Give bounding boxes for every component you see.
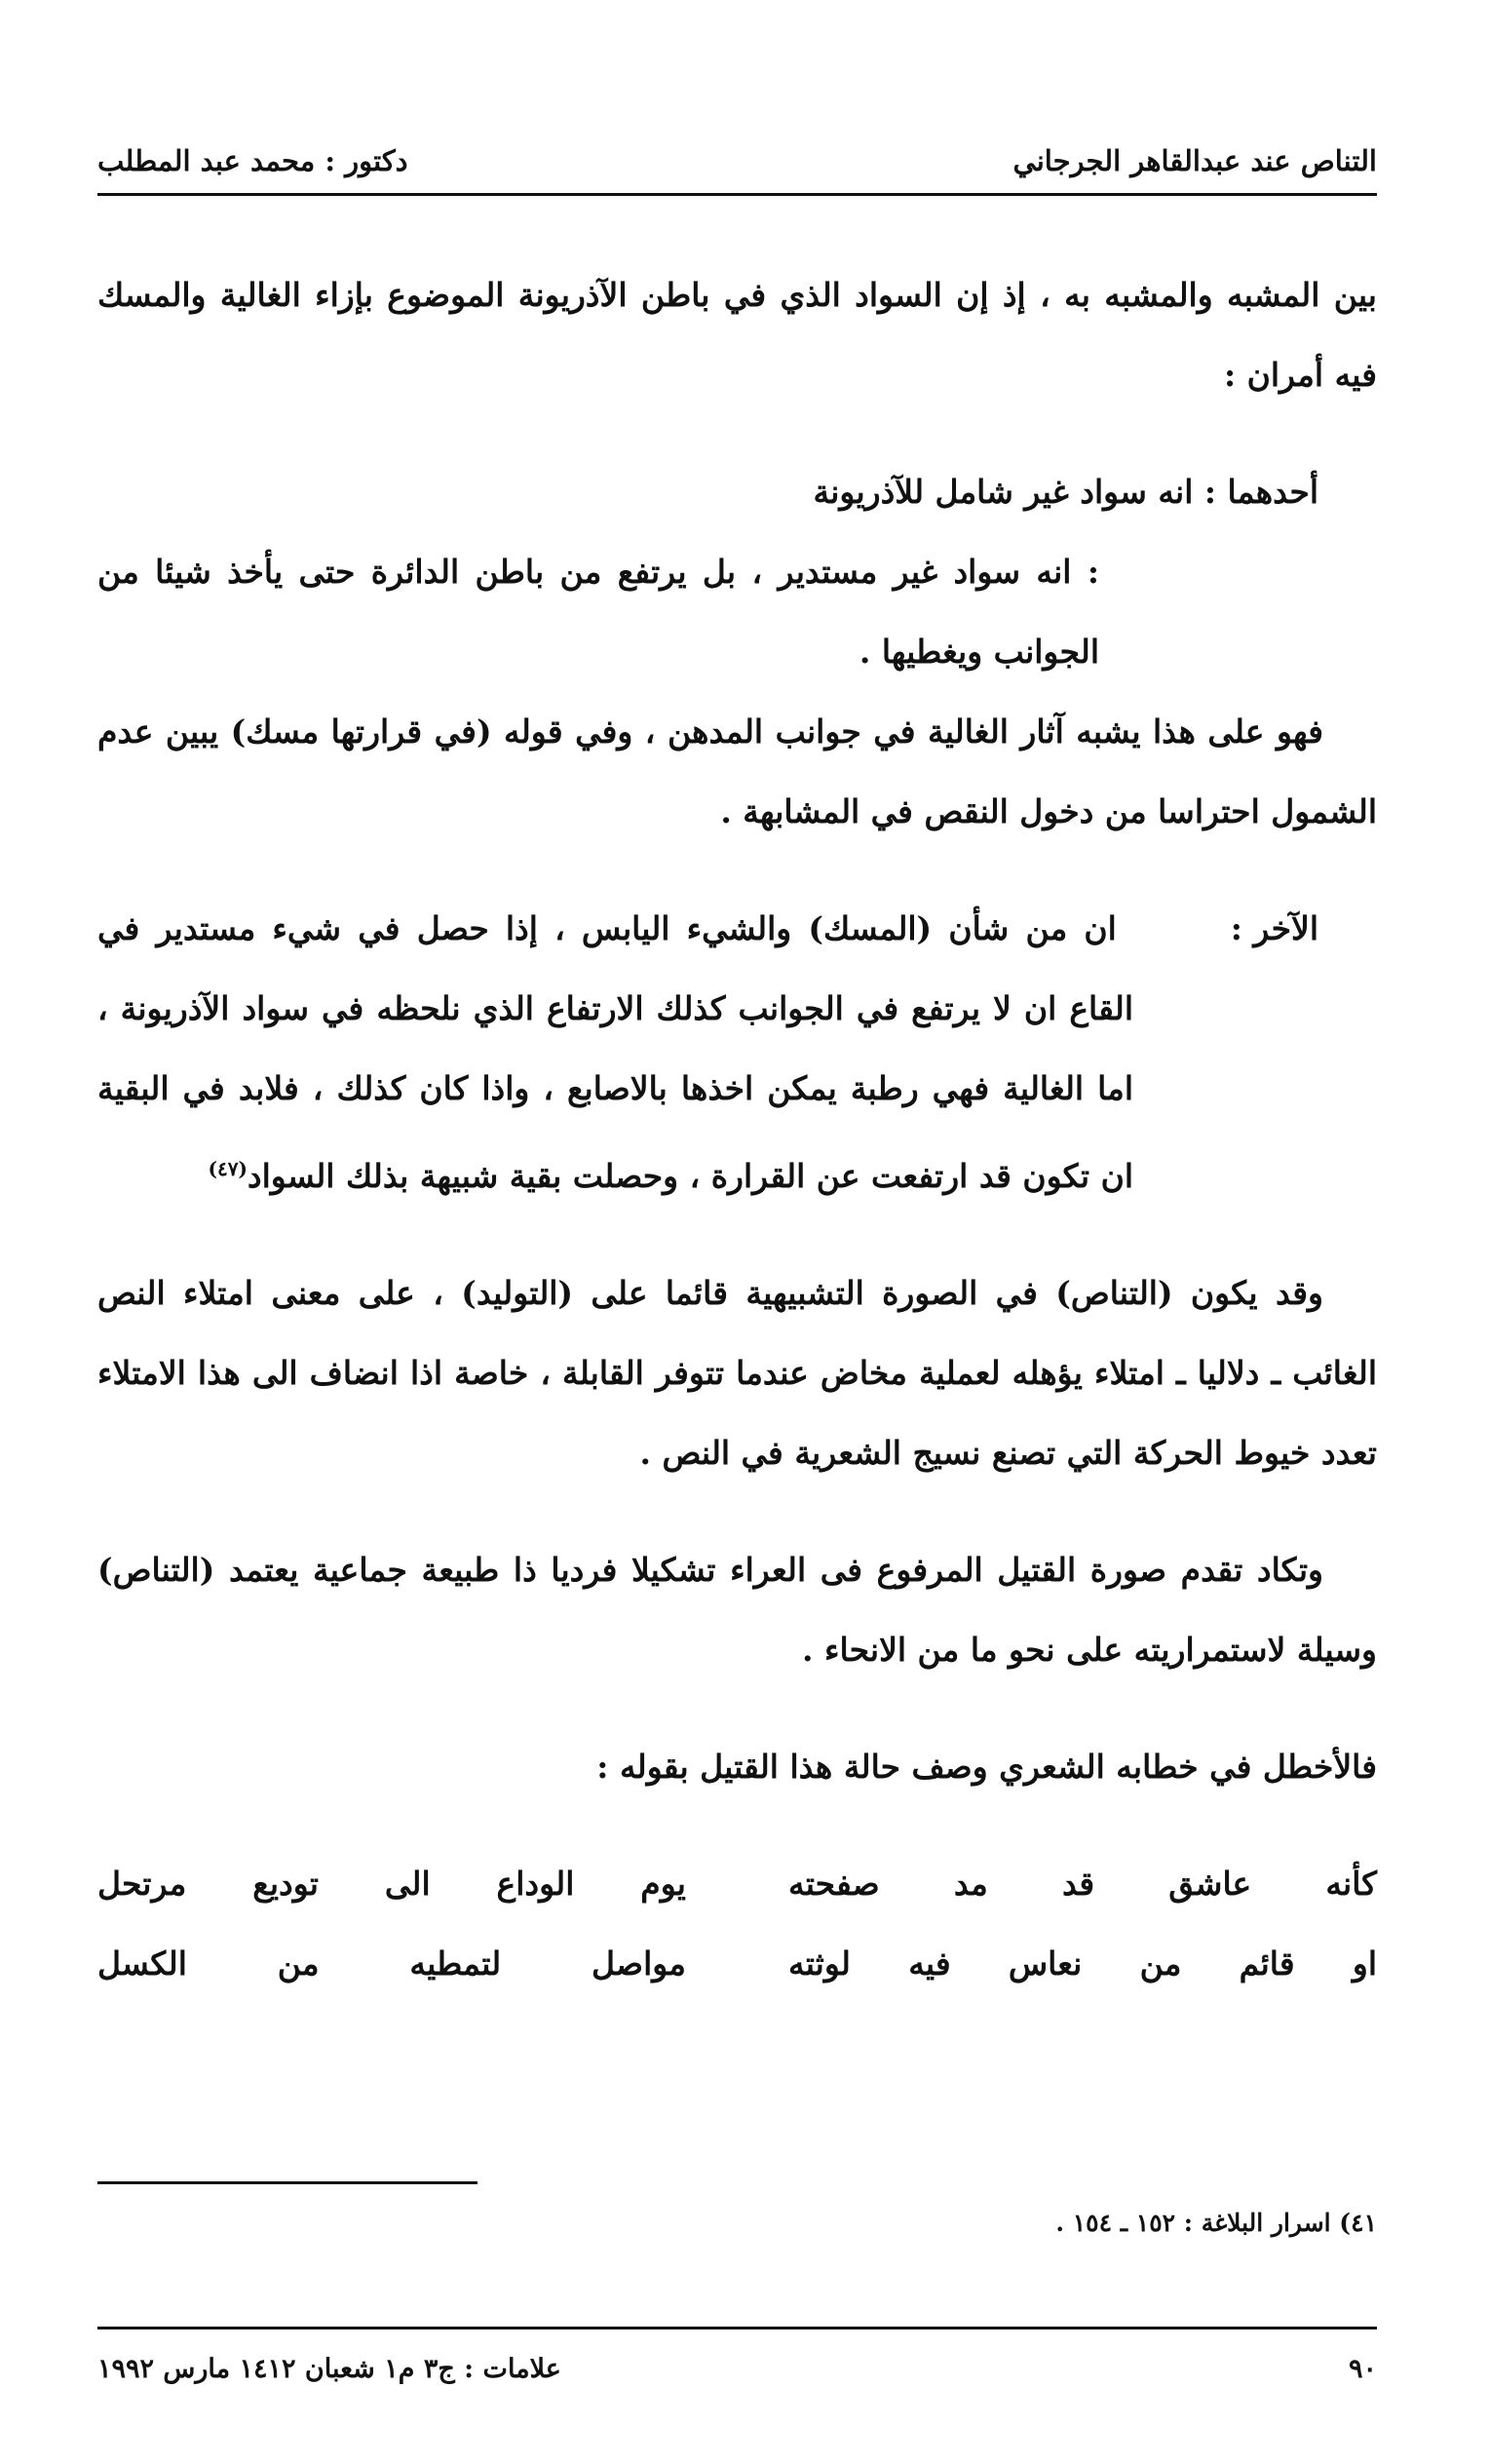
poem-hemistich-left: مواصل لتمطيه من الكسل bbox=[97, 1944, 686, 1983]
item-2-label: الآخر : bbox=[1230, 909, 1319, 947]
running-header bbox=[97, 135, 1377, 187]
paragraph-5: فالأخطل في خطابه الشعري وصف حالة هذا القتيل بقوله : bbox=[596, 1748, 1377, 1786]
spacer bbox=[97, 1690, 1377, 1727]
page-number: ٩٠ bbox=[1348, 2353, 1377, 2384]
item-1-label: أحدهما : bbox=[1203, 473, 1318, 511]
footnote-rule bbox=[97, 2181, 477, 2184]
poem-verse-2 bbox=[97, 1924, 1377, 2004]
item-2 bbox=[97, 889, 1377, 1216]
poem-verse-1 bbox=[97, 1844, 1377, 1924]
main-text bbox=[97, 255, 1377, 2004]
item-2-text: ان من شأن (المسك) والشيء اليابس ، إذا حصل في شيء مستدير في القاع ان لا يرتفع في الجوانب كذلك الارتفاع الذي نلحظه في سواد الآذريونة ، اما الغالية فهي رطبة يمكن اخذها بالاصابع ، واذا كان كذلك ، فلابد في البقية ان تكون قد ارتفعت عن القرارة ، وحصلت بقية شبيهة بذلك السواد bbox=[97, 909, 1133, 1195]
footnote: ٤١) اسرار البلاغة : ١٥٢ ـ ١٥٤ . bbox=[1055, 2209, 1377, 2237]
spacer bbox=[97, 1807, 1377, 1844]
footnote-ref: (٤٧) bbox=[208, 1157, 248, 1180]
footer-rule bbox=[97, 2327, 1377, 2329]
item-1-line-2: : انه سواد غير مستدير ، بل يرتفع من باطن الدائرة حتى يأخذ شيئا من الجوانب ويغطيها . bbox=[97, 553, 1099, 671]
spacer bbox=[97, 1216, 1377, 1253]
item-1-text: انه سواد غير شامل للآذريونة bbox=[813, 473, 1194, 511]
poem-hemistich-right: كأنه عاشق قد مد صفحته bbox=[788, 1865, 1377, 1903]
header-rule bbox=[97, 193, 1377, 196]
header-title: التناص عند عبدالقاهر الجرجاني bbox=[1012, 144, 1377, 177]
spacer bbox=[97, 1493, 1377, 1530]
paragraph-4: وتكاد تقدم صورة القتيل المرفوع فى العراء تشكيلا فرديا ذا طبيعة جماعية يعتمد (التناص) وسيلة لاستمراريته على نحو ما من الانحاء . bbox=[97, 1551, 1377, 1669]
header-author: دكتور : محمد عبد المطلب bbox=[97, 144, 408, 177]
spacer bbox=[97, 415, 1377, 452]
running-footer bbox=[97, 2344, 1377, 2393]
poem-hemistich-left: يوم الوداع الى توديع مرتحل bbox=[97, 1865, 686, 1903]
item-1-line-1 bbox=[97, 452, 1377, 532]
footer-journal: علامات : ج٣ م١ شعبان ١٤١٢ مارس ١٩٩٢ bbox=[97, 2353, 561, 2384]
paragraph-2: فهو على هذا يشبه آثار الغالية في جوانب المدهن ، وفي قوله (في قرارتها مسك) يبين عدم الشمول احتراسا من دخول النقص في المشابهة . bbox=[97, 712, 1377, 830]
spacer bbox=[97, 852, 1377, 889]
paragraph-1: بين المشبه والمشبه به ، إذ إن السواد الذي في باطن الآذريونة الموضوع بإزاء الغالية والمسك فيه أمران : bbox=[97, 276, 1377, 394]
poem-hemistich-right: او قائم من نعاس فيه لوثته bbox=[788, 1944, 1377, 1983]
paragraph-3: وقد يكون (التناص) في الصورة التشبيهية قائما على (التوليد) ، على معنى امتلاء النص الغائب ـ دلاليا ـ امتلاء يؤهله لعملية مخاض عندما تتوفر القابلة ، خاصة اذا انضاف الى هذا الامتلاء تعدد خيوط الحركة التي تصنع نسيج الشعرية في النص . bbox=[97, 1274, 1377, 1472]
